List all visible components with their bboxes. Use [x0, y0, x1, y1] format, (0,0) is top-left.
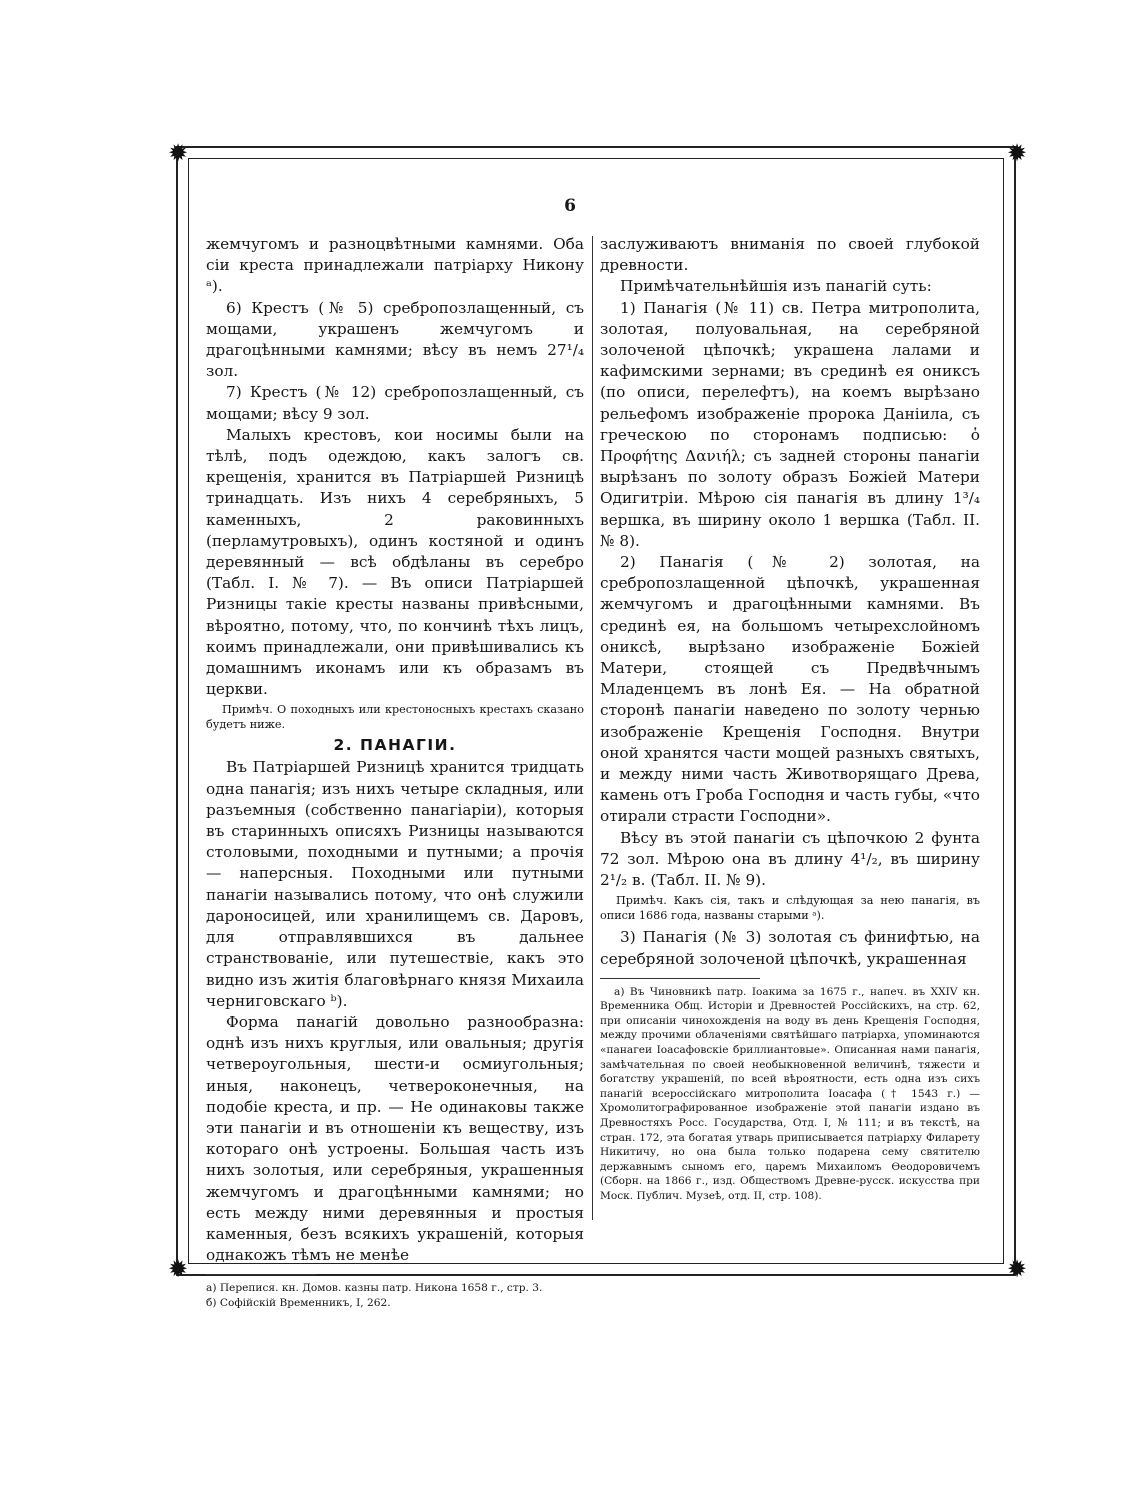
column-divider [592, 236, 593, 1220]
right-footnote-rule [600, 978, 760, 979]
left-paragraph-1: жемчугомъ и разноцвѣтными камнями. Оба сіи креста принадлежали патріарху Никону ᵃ). [206, 235, 584, 296]
corner-ornament-bottom-left-icon: ✹ [167, 1255, 189, 1283]
left-column [206, 234, 584, 1311]
frame-left-outer [176, 146, 178, 1276]
frame-left-inner [188, 158, 189, 1264]
left-footnote-b: б) Софійскій Временникъ, I, 262. [206, 1296, 391, 1309]
right-note: Примѣч. Какъ сія, такъ и слѣдующая за нею панагія, въ описи 1686 года, названы старыми ᵃ). [600, 894, 980, 923]
left-footnote-rule [206, 1274, 316, 1275]
right-paragraph-1: заслуживаютъ вниманія по своей глубокой древности. [600, 235, 980, 275]
right-paragraph-4: 2) Панагія (№ 2) золотая, на сребропозлащенной цѣпочкѣ, украшенная жемчугомъ и драгоцѣнными камнями. Въ срединѣ ея, на большомъ четырехслойномъ ониксѣ, вырѣзано изображеніе Божіей Матери, стоящей съ Предвѣчнымъ Младенцемъ въ лонѣ Ея. — На обратной сторонѣ панагіи наведено по золоту чернью изображеніе Крещенія Господня. Внутри оной хранятся части мощей разныхъ святыхъ, и между ними часть Животворящаго Древа, камень отъ Гроба Господня и часть губы, «что отирали страсти Господни». [600, 553, 980, 826]
left-paragraph-3: 7) Крестъ (№ 12) сребропозлащенный, съ мощами; вѣсу 9 зол. [206, 383, 584, 423]
left-paragraph-2: 6) Крестъ (№ 5) сребропозлащенный, съ мощами, украшенъ жемчугомъ и драгоцѣнными камнями; вѣсу въ немъ 27¹/₄ зол. [206, 298, 584, 381]
left-paragraph-4: Малыхъ крестовъ, кои носимы были на тѣлѣ, подъ одеждою, какъ залогъ св. крещенія, хранится въ Патріаршей Ризницѣ тринадцать. Изъ нихъ 4 серебряныхъ, 5 каменныхъ, 2 раковинныхъ (перламутровыхъ), одинъ костяной и одинъ деревянный — всѣ обдѣланы въ серебро (Табл. I. № 7). — Въ описи Патріаршей Ризницы такіе кресты названы привѣсными, вѣроятно, потому, что, по кончинѣ тѣхъ лицъ, коимъ принадлежали, они привѣшивались къ домашнимъ иконамъ или къ образамъ въ церкви. [206, 425, 584, 699]
corner-ornament-top-left-icon: ✹ [167, 139, 189, 167]
frame-top-outer [176, 146, 1016, 148]
corner-ornament-top-right-icon: ✹ [1006, 139, 1028, 167]
left-footnote-a: а) Перепися. кн. Домов. казны патр. Никона 1658 г., стр. 3. [206, 1282, 543, 1295]
frame-right-inner [1003, 158, 1004, 1264]
left-note: Примѣч. О походныхъ или креcтоносныхъ крестахъ сказано будетъ ниже. [206, 703, 584, 732]
right-paragraph-6: 3) Панагія (№ 3) золотая съ финифтью, на серебряной золоченой цѣпочкѣ, украшенная [600, 928, 980, 968]
right-paragraph-5: Вѣсу въ этой панагіи съ цѣпочкою 2 фунта 72 зол. Мѣрою она въ длину 4¹/₂, въ ширину 2¹/₂ в. (Табл. II. № 9). [600, 828, 980, 890]
right-footnote-a: а) Въ Чиновникѣ патр. Іоакима за 1675 г., напеч. въ XXIV кн. Временника Общ. Исторіи и Древностей Россійскихъ, на стр. 62, при описаніи чинохожденія на воду въ день Крещенія Господня, между прочими облаченіями святѣйшаго патріарха, упоминаются «панагеи Іоасафовскіе бриллиантовые». Описанная нами панагія, замѣчательная по своей необыкновенной величинѣ, тяжести и богатству украшеній, по всей вѣроятности, есть одна изъ сихъ панагій всероссійскаго митрополита Іоасафа († 1543 г.) — Хромолитографированное изображеніе этой панагіи издано въ Древностяхъ Росс. Государства, Отд. I, № 111; и въ текстѣ, на стран. 172, эта богатая утварь приписывается патріарху Филарету Никитичу, но она была только подарена сему святителю державнымъ сыномъ его, царемъ Михаиломъ Ѳеодоровичемъ (Сборн. на 1866 г., изд. Обществомъ Древне-русск. искусства при Моск. Публич. Музеѣ, отд. II, стр. 108). [600, 985, 980, 1203]
section-heading-panagias: 2. ПАНАГІИ. [333, 736, 457, 755]
page-number: 6 [564, 196, 576, 216]
right-paragraph-3: 1) Панагія (№ 11) св. Петра митрополита, золотая, полуовальная, на серебряной золоченой цѣпочкѣ; украшена лалами и кафимскими зернами; въ срединѣ ея ониксъ (по описи, перелефтъ), на коемъ вырѣзано рельефомъ изображеніе пророка Даніила, съ греческою по сторонамъ подписью: ὁ Προφήτης Δανιήλ; съ задней стороны панагіи вырѣзанъ по золоту образъ Божіей Матери Одигитріи. Мѣрою сія панагія въ длину 1³/₄ вершка, въ ширину около 1 вершка (Табл. II. № 8). [600, 298, 980, 550]
right-column [600, 234, 980, 1204]
frame-right-outer [1014, 146, 1016, 1276]
left-paragraph-6: Форма панагій довольно разнообразна: однѣ изъ нихъ круглыя, или овальныя; другія четвероугольныя, шести-и осмиугольныя; иныя, наконецъ, четвероконечныя, на подобіе креста, и пр. — Не одинаковы также эти панагіи и въ отношеніи къ веществу, изъ котораго онѣ устроены. Большая часть изъ нихъ золотыя, или серебряныя, украшенныя жемчугомъ и драгоцѣнными камнями; но есть между ними деревянныя и простыя каменныя, безъ всякихъ украшеній, которыя однакожъ тѣмъ не менѣе [206, 1012, 584, 1265]
left-paragraph-5: Въ Патріаршей Ризницѣ хранится тридцать одна панагія; изъ нихъ четыре складныя, или разъемныя (собственно панагіаріи), которыя въ старинныхъ описяхъ Ризницы называются столовыми, походными и путными; а прочія — наперсныя. Походными или путными панагіи назывались потому, что онѣ служили дароносицей, или хранилищемъ св. Даровъ, для отправлявшихся въ дальнее странствованіе, или путешествіе, какъ это видно изъ житія благовѣрнаго князя Михаила черниговскаго ᵇ). [206, 758, 584, 1010]
frame-top-inner [188, 158, 1004, 159]
right-paragraph-2: Примѣчательнѣйшія изъ панагій суть: [620, 277, 932, 296]
corner-ornament-bottom-right-icon: ✹ [1006, 1255, 1028, 1283]
